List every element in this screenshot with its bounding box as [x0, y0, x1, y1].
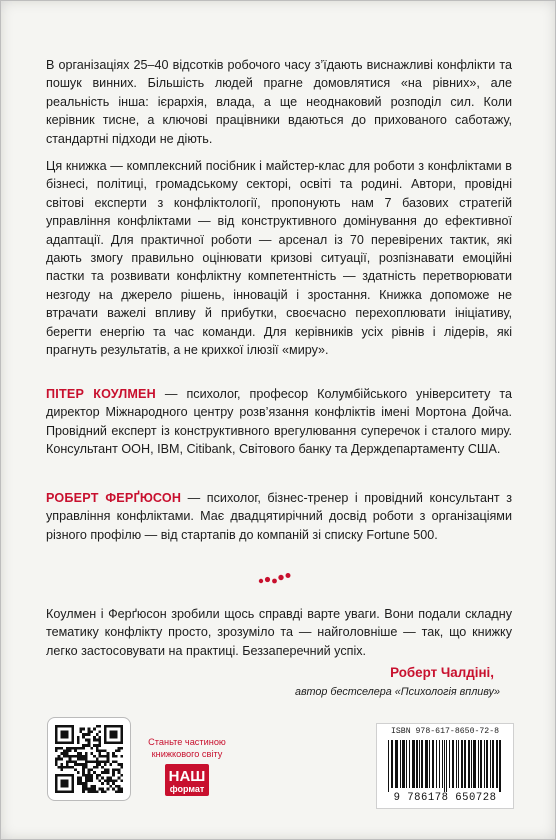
endorsement-author-role: автор бестселера «Психологія впливу» [295, 686, 500, 698]
endorsement-quote: Коулмен і Ферґюсон зробили щось справді варте уваги. Вони подали складну тематику конфлікту просто, зрозуміло та — найголовніше — так, що книжку легко застосовувати на практиці. Беззаперечний успіх. [46, 607, 512, 658]
author-bio-text-2: — психолог, бізнес-тренер і провідний консультант з управління конфліктами. Має двадцятирічний досвід роботи з організаціями різного профілю — від стартапів до компаній зі списку Fortune 500. [46, 491, 512, 542]
barcode-label [376, 723, 514, 809]
blurb-paragraph-1: В організаціях 25–40 відсотків робочого часу з’їдають виснажливі конфлікти та пошук винних. Більшість людей прагне домовлятися «на рівних», але реальність інша: ієрархія, влада, а ще неоднаковий розподіл сил. Коли керівник тисне, а ключові працівники вдаються до прихованого саботажу, стандартні підходи не діють. [46, 58, 512, 146]
qr-code[interactable] [47, 717, 131, 801]
logo-text-bottom: формат [169, 784, 205, 794]
barcode-icon [387, 740, 503, 792]
isbn-text: ISBN 978-617-8650-72-8 [390, 727, 500, 736]
logo-text-top: НАШ [168, 768, 206, 785]
author-bio-text-1: — психолог, професор Колумбійського університету та директор Міжнародного центру розв’язання конфліктів імені Мортона Дойча. Провідний експерт із конструктивного врегулювання суперечок і сталого миру. Консультант ООН, IBM, Citibank, Світового банку та Держдепартаменту США. [46, 387, 512, 457]
publisher-logo-icon [165, 764, 209, 796]
qr-code-icon [55, 725, 123, 793]
author-name-1: ПІТЕР КОУЛМЕН [46, 387, 156, 401]
ean-number: 9 786178 650728 [393, 792, 497, 804]
author-name-2: РОБЕРТ ФЕРҐЮСОН [46, 491, 182, 505]
dots-ornament-icon [258, 572, 294, 591]
publisher-tagline: Станьте частиною книжкового світу [148, 737, 226, 759]
blurb-paragraph-2: Ця книжка — комплексний посібник і майстер-клас для роботи з конфліктами в бізнесі, політиці, громадському секторі, освіті та родині. Автори, провідні світові експерти з конфліктології, пропонують нам 7 базових стратегій управління конфліктами — від конструктивного домінування до ефективної адаптації. Для практичної роботи — арсенал із 70 перевірених тактик, які дають змогу правильно оцінювати кризові ситуації, розпізнавати емоційні пастки та розвивати конфліктну компетентність — здатність перетворювати незгоду на джерело рішень, інновацій і зростання. Книжка допоможе не втрачати важелі впливу й прибутки, своєчасно перехоплювати ініціативу, берегти енергію та час команди. Для керівників усіх рівнів і лідерів, які прагнуть результатів, а не крихкої ілюзії «миру». [46, 159, 512, 358]
author-bio-2 [46, 489, 512, 544]
endorsement-author: Роберт Чалдіні, [390, 665, 494, 680]
author-bio-1 [46, 385, 512, 459]
